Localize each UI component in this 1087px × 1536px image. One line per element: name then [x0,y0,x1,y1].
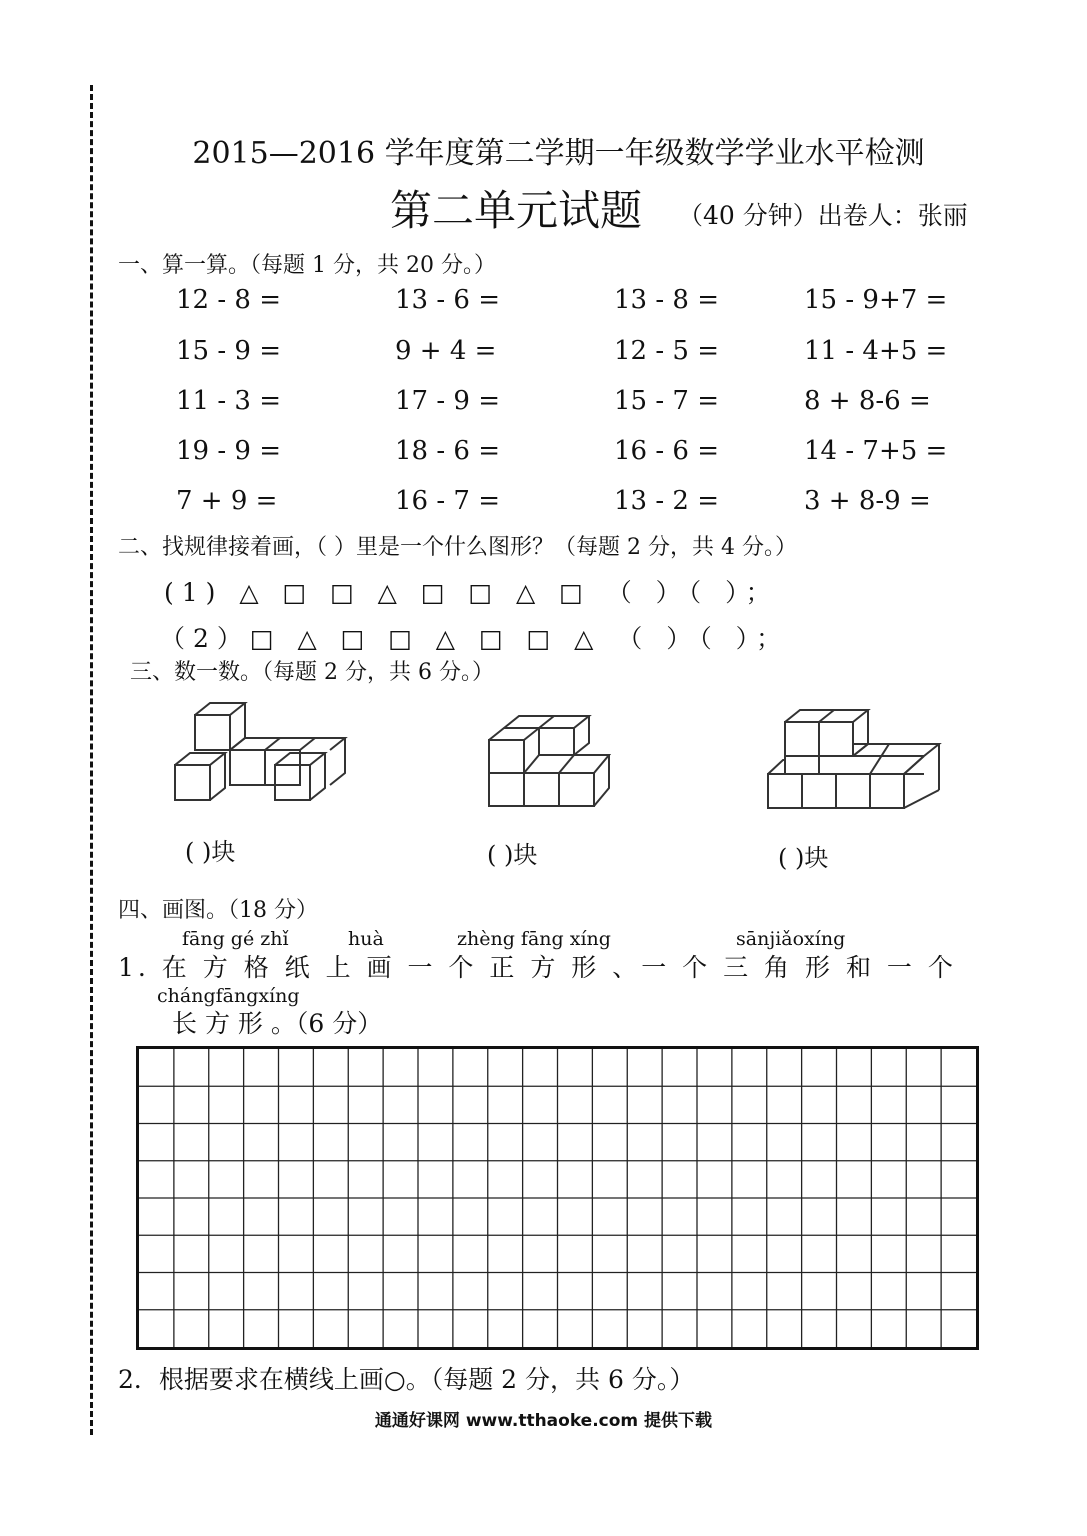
arithmetic-problem: 15 - 7 = [614,386,719,416]
arithmetic-problem: 14 - 7+5 = [804,436,948,466]
pinyin-zhengfangxing: zhèng fāng xíng [457,928,611,950]
section1-heading: 一、算一算。（每题 1 分，共 20 分。） [118,253,496,278]
cube-figure-1 [170,695,355,815]
arithmetic-problem: 15 - 9+7 = [804,285,948,315]
count-answer-3: ( )块 [778,844,829,872]
arithmetic-problem: 7 + 9 = [176,486,278,516]
arithmetic-problem: 18 - 6 = [395,436,500,466]
arithmetic-problem: 15 - 9 = [176,336,281,366]
grid-lines [139,1049,976,1347]
arithmetic-problem: 13 - 2 = [614,486,719,516]
unit-title: 第二单元试题 [390,186,643,235]
arithmetic-problem: 13 - 8 = [614,285,719,315]
arithmetic-problem: 19 - 9 = [176,436,281,466]
arithmetic-problem: 9 + 4 = [395,336,497,366]
arithmetic-problem: 11 - 3 = [176,386,281,416]
footer-download-note: 通通好课网 www.tthaoke.com 提供下载 [374,1411,713,1431]
arithmetic-problem: 16 - 6 = [614,436,719,466]
count-answer-1: ( )块 [185,838,236,866]
arithmetic-problem: 3 + 8-9 = [804,486,931,516]
q1-text-line2: 长 方 形 。（6 分） [172,1009,383,1038]
pinyin-sanjiaoxing: sānjiǎoxíng [736,928,846,950]
section2-heading: 二、找规律接着画，（ ）里是一个什么图形？（每题 2 分，共 4 分。） [118,535,797,560]
pinyin-changfangxing: chángfāngxíng [157,985,300,1007]
pinyin-fanggezhi: fāng gé zhǐ [182,928,289,950]
exam-title: 2015—2016 学年度第二学期一年级数学学业水平检测 [192,136,925,171]
binding-dashed-line [90,85,93,1435]
q2-text: 2．根据要求在横线上画○。（每题 2 分，共 6 分。） [118,1365,695,1394]
pattern-item-2: （2）□ △ □ □ △ □ □ △ （ ）（ ）； [160,624,790,653]
pattern-item-1: (1) △ □ □ △ □ □ △ □ （ ）（ ）； [164,578,779,607]
cube-figure-2 [486,700,631,810]
arithmetic-problem: 12 - 8 = [176,285,281,315]
arithmetic-problem: 16 - 7 = [395,486,500,516]
square-grid-paper[interactable] [136,1046,979,1350]
arithmetic-problem: 12 - 5 = [614,336,719,366]
arithmetic-problem: 17 - 9 = [395,386,500,416]
arithmetic-problem: 8 + 8-6 = [804,386,931,416]
q1-text-line1: 1. 在 方 格 纸 上 画 一 个 正 方 形 、一 个 三 角 形 和 一 个 [118,953,957,982]
section4-heading: 四、画图。（18 分） [118,898,318,923]
arithmetic-problem: 13 - 6 = [395,285,500,315]
unit-subtitle: （40 分钟）出卷人：张丽 [678,201,968,230]
pinyin-hua: huà [348,928,384,950]
section3-heading: 三、数一数。（每题 2 分，共 6 分。） [130,660,494,685]
cube-figure-3 [765,702,945,812]
count-answer-2: ( )块 [487,841,538,869]
arithmetic-problem: 11 - 4+5 = [804,336,948,366]
